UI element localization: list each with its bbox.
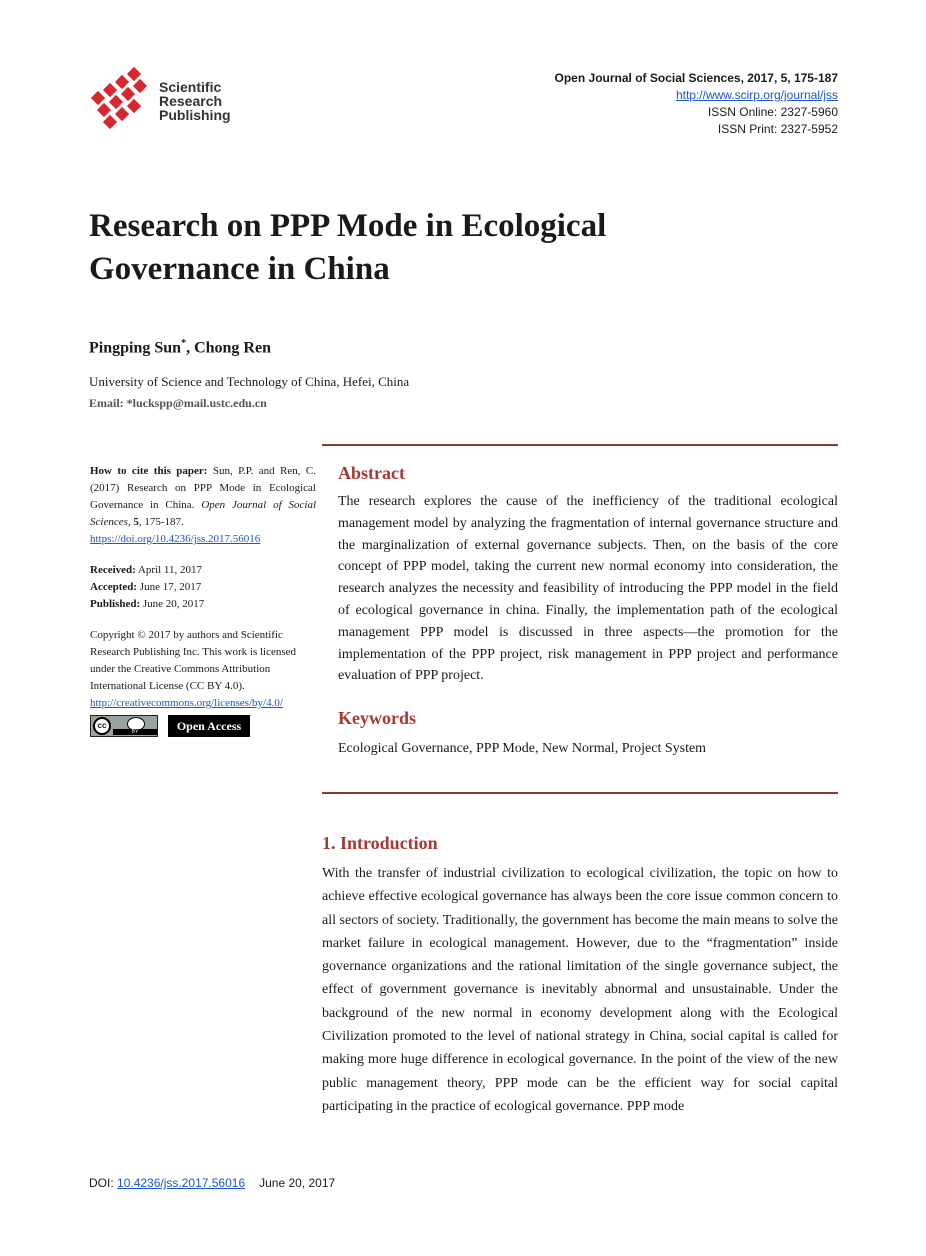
published-value: June 20, 2017: [140, 598, 205, 610]
citation-journal: Open Journal of Social Sciences: [90, 499, 316, 528]
affiliation: University of Science and Technology of China, Hefei, China: [89, 374, 410, 389]
paper-title: [89, 205, 789, 291]
paper-title-line1: Research on PPP Mode in Ecological: [89, 208, 607, 244]
received-date: [90, 562, 316, 579]
article-info-column: [90, 463, 316, 751]
citation-text: Sun, P.P. and Ren, C. (2017) Research on PPP Mode in Ecological Governance in China.: [90, 465, 316, 511]
abstract-text: The research explores the cause of the inefficiency of the traditional ecological management model by analyzing the fragmentation of internal governance structure and the marginalization of external governance subjects. Then, on the basis of the core concept of PPP model, taking the current new normal economy into consideration, the research analyzes the necessity and feasibility of introducing the PPP model in the field of ecological governance in china. Finally, the implementation path of the ecological management PPP model is discussed in three aspects—the promotion for the implementation of the PPP project, risk management in PPP project and performance evaluation of PPP project.: [338, 494, 838, 684]
open-access-badge: Open Access: [168, 715, 250, 737]
keywords-heading: Keywords: [338, 708, 416, 729]
cc-by-badge[interactable]: [90, 715, 158, 737]
citation-volume: 5: [133, 516, 139, 528]
introduction-heading: 1. Introduction: [322, 833, 438, 853]
scirp-diamond-icon: [88, 66, 156, 134]
paper-title-line2: Governance in China: [89, 251, 390, 287]
author-rest: , Chong Ren: [186, 339, 271, 357]
published-label: Published:: [90, 598, 141, 610]
keywords-text: Ecological Governance, PPP Mode, New Normal, Project System: [338, 741, 707, 757]
introduction-section: [322, 832, 838, 1118]
citation-pages: , 175-187.: [138, 516, 184, 528]
by-label: BY: [113, 729, 157, 735]
introduction-text: With the transfer of industrial civilization to ecological civilization, the topic on how to achieve effective ecological governance has always been the core issue common concern to all sectors of society. Traditionally, the government has become the main means to solve the market failure in ecological management. However, due to the “fragmentation” inside governance organizations and the rational limitation of the single governance subject, the effect of government governance is inevitably abnormal and unsustainable. Under the background of the new normal in economy development along with the Ecological Civilization promoted to the level of national strategy in China, social capital is called for making more huge difference in ecological governance. In the point of the view of the new public management theory, PPP mode can be the efficient way for social capital participating in the practice of ecological governance. PPP mode: [322, 866, 838, 1114]
footer-doi-label: DOI:: [89, 1176, 118, 1190]
license-badges: [90, 715, 316, 737]
authors: [89, 334, 271, 358]
publisher-name-line2: Research: [159, 93, 223, 109]
accepted-date: [90, 579, 316, 596]
journal-info: [555, 70, 838, 138]
cc-icon: cc: [93, 717, 111, 735]
issn-print: ISSN Print: 2327-5952: [717, 122, 838, 136]
page-footer: [89, 1175, 335, 1191]
abstract-heading: Abstract: [338, 463, 405, 483]
license-text: Copyright © 2017 by authors and Scientific Research Publishing Inc. This work is licensed under the Creative Commons Attribution International License (CC BY 4.0).: [90, 629, 297, 692]
author-first: Pingping Sun: [89, 339, 182, 357]
citation-comma: ,: [127, 516, 134, 528]
publisher-logo: [88, 66, 248, 136]
license-block: [90, 627, 316, 737]
email: Email: *luckspp@mail.ustc.edu.cn: [89, 396, 267, 410]
journal-url-link[interactable]: http://www.scirp.org/journal/jss: [675, 88, 838, 102]
received-label: Received:: [90, 564, 136, 576]
license-link[interactable]: http://creativecommons.org/licenses/by/4.0/: [90, 697, 283, 709]
abstract-section: [338, 462, 838, 759]
accepted-value: June 17, 2017: [137, 581, 202, 593]
citation-label: How to cite this paper:: [90, 465, 208, 477]
doi-link[interactable]: https://doi.org/10.4236/jss.2017.56016: [90, 533, 261, 545]
publisher-name: [159, 80, 231, 122]
publisher-name-line3: Publishing: [159, 107, 231, 123]
received-value: April 11, 2017: [135, 564, 203, 576]
abstract-top-rule: [322, 444, 838, 446]
footer-doi-link[interactable]: 10.4236/jss.2017.56016: [117, 1176, 246, 1190]
corresponding-mark: *: [181, 338, 187, 349]
journal-name: Open Journal of Social Sciences, 2017, 5, 175-187: [554, 71, 838, 85]
accepted-label: Accepted:: [90, 581, 138, 593]
citation-block: [90, 463, 316, 548]
issn-online: ISSN Online: 2327-5960: [707, 105, 838, 119]
footer-date: June 20, 2017: [259, 1176, 336, 1190]
published-date: [90, 596, 316, 613]
publisher-name-line1: Scientific: [159, 79, 222, 95]
abstract-bottom-rule: [322, 792, 838, 794]
dates-block: [90, 562, 316, 613]
